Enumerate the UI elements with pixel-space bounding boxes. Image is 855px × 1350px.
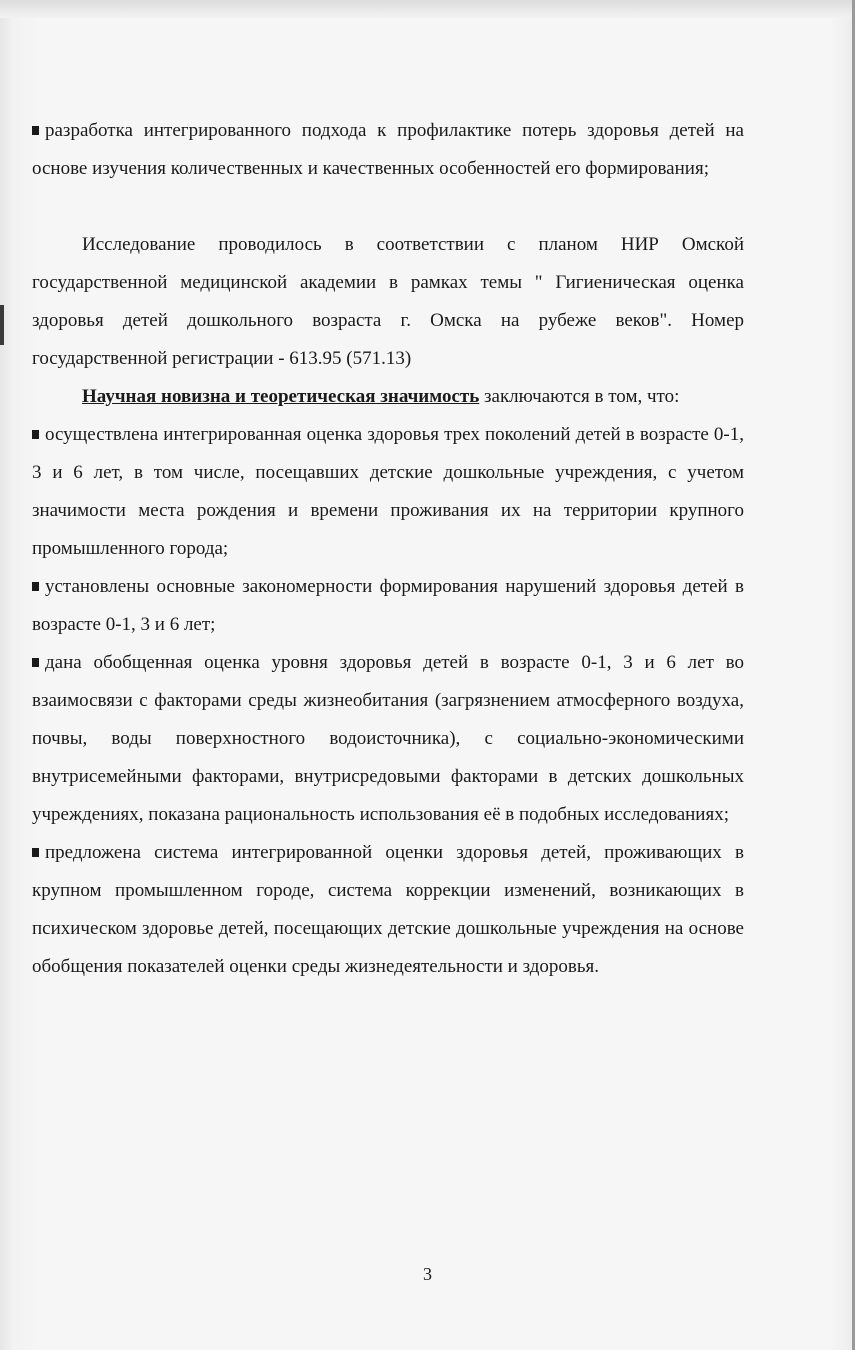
novelty-list-item-text: осуществлена интегрированная оценка здоровья трех поколений детей в возрасте 0-1, 3 и 6 лет, в том числе, посещавших детские дошкольные учреждения, с учетом значимости места рождения и времени проживания их на территории крупного промышленного города;: [32, 424, 744, 559]
page-number: 3: [423, 1264, 432, 1284]
square-bullet-icon: [32, 582, 39, 591]
aim-list-item-text: разработка интегрированного подхода к профилактике потерь здоровья детей на основе изучения количественных и качественных особенностей его формирования;: [32, 120, 744, 179]
novelty-list-item: [32, 834, 744, 986]
document-body: [32, 112, 744, 986]
novelty-list-item-text: предложена система интегрированной оценки здоровья детей, проживающих в крупном промышленном городе, система коррекции изменений, возникающих в психическом здоровье детей, посещающих детские дошкольные учреждения на основе обобщения показателей оценки среды жизнедеятельности и здоровья.: [32, 842, 744, 977]
novelty-intro-text: заключаются в том, что:: [479, 386, 680, 407]
novelty-list-item-text: дана обобщенная оценка уровня здоровья детей в возрасте 0-1, 3 и 6 лет во взаимосвязи с факторами среды жизнеобитания (загрязнением атмосферного воздуха, почвы, воды поверхностного водоисточника), с социально-экономическими внутрисемейными факторами, внутрисредовыми факторами в детских дошкольных учреждениях, показана рациональность использования её в подобных исследованиях;: [32, 652, 744, 825]
novelty-list-item: [32, 568, 744, 644]
square-bullet-icon: [32, 126, 39, 135]
square-bullet-icon: [32, 430, 39, 439]
square-bullet-icon: [32, 658, 39, 667]
novelty-heading: Научная новизна и теоретическая значимость: [82, 386, 480, 407]
paragraph-gap: [32, 188, 744, 226]
square-bullet-icon: [32, 848, 39, 857]
study-context-paragraph: Исследование проводилось в соответствии с планом НИР Омской государственной медицинской академии в рамках темы " Гигиеническая оценка здоровья детей дошкольного возраста г. Омска на рубеже веков". Номер государственной регистрации - 613.95 (571.13): [32, 234, 744, 369]
novelty-list-item-text: установлены основные закономерности формирования нарушений здоровья детей в возрасте 0-1, 3 и 6 лет;: [32, 576, 744, 635]
novelty-list-item: [32, 644, 744, 834]
aim-list-item: [32, 112, 744, 188]
novelty-list-item: [32, 416, 744, 568]
novelty-intro-paragraph: [32, 378, 744, 416]
scan-shadow-top: [0, 0, 855, 18]
scan-mark-left: [0, 305, 4, 345]
